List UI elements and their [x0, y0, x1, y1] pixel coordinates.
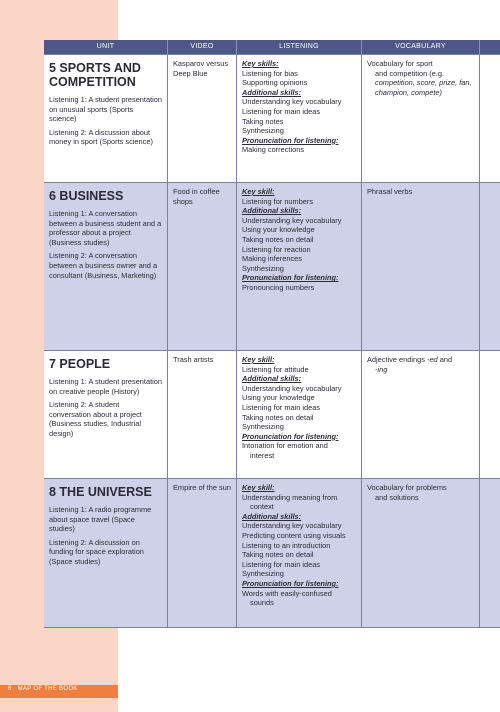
skill-line: Understanding key vocabulary [242, 97, 342, 107]
listening-cell [237, 351, 362, 478]
map-of-book-table [44, 40, 500, 608]
video-title: Empire of the sun [173, 483, 231, 492]
unit-title: 8 THE UNIVERSE [49, 485, 152, 499]
unit-row [44, 182, 500, 350]
listening-cell [237, 55, 362, 182]
video-cell [168, 55, 237, 182]
pronunciation-label: Pronunciation for listening: [242, 578, 339, 588]
unit-row [44, 350, 500, 478]
unit-cell [44, 55, 168, 182]
vocab-examples: competition, score, prize, fan, champion, compete) [375, 78, 472, 97]
pronunciation-label: Pronunciation for listening: [242, 273, 339, 283]
video-title: Food in coffee shops [173, 187, 220, 206]
skill-line: Understanding key vocabulary [242, 383, 342, 393]
vocab-suffix: -ed [426, 355, 438, 364]
vocabulary-cell [362, 55, 480, 182]
additional-skills-label: Additional skills: [242, 87, 302, 97]
skill-line: Listening for attitude [242, 364, 309, 374]
pronunciation-label: Pronunciation for listening: [242, 431, 339, 441]
unit-cell [44, 183, 168, 350]
listening-cell [237, 479, 362, 627]
extra-cell [480, 351, 500, 478]
skill-line: Listening for numbers [242, 196, 314, 206]
footer-label: MAP OF THE BOOK [17, 686, 78, 692]
video-cell [168, 479, 237, 627]
key-skills-label: Key skills: [242, 59, 279, 68]
vocab-line: and solutions [375, 492, 419, 502]
listening-item: Listening 2: A conversation between a business owner and a consultant (Business, Marketing) [49, 251, 158, 280]
skill-line: Supporting opinions [242, 78, 308, 88]
unit-row [44, 54, 500, 182]
unit-cell [44, 479, 168, 627]
vocab-line: Vocabulary for problems [367, 483, 447, 492]
video-title: Kasparov versus Deep Blue [173, 59, 229, 78]
skill-line: Listening to an introduction [242, 540, 331, 550]
skill-line: Pronouncing numbers [242, 282, 315, 292]
key-skills-label: Key skill: [242, 355, 275, 364]
listening-item: Listening 2: A student conversation about a project (Business studies, Industrial design) [49, 400, 142, 438]
additional-skills-label: Additional skills: [242, 511, 302, 521]
skill-line: Synthesizing [242, 569, 284, 579]
skill-line: Intonation for emotion and [242, 441, 328, 451]
listening-item: Listening 1: A conversation between a business student and a professor about a project (Business studies) [49, 209, 162, 247]
additional-skills-label: Additional skills: [242, 206, 302, 216]
extra-cell [480, 183, 500, 350]
page-footer [0, 685, 118, 698]
vocab-line: Phrasal verbs [367, 187, 413, 196]
listening-item: Listening 1: A student presentation on unusual sports (Sports science) [49, 95, 162, 124]
unit-cell [44, 351, 168, 478]
skill-line: Making corrections [242, 145, 305, 155]
pronunciation-label: Pronunciation for listening: [242, 135, 339, 145]
vocabulary-cell [362, 479, 480, 627]
skill-line: context [250, 502, 274, 512]
vocabulary-cell [362, 183, 480, 350]
skill-line: Listening for main ideas [242, 106, 321, 116]
video-title: Trash artists [173, 355, 214, 364]
skill-line: sounds [250, 598, 274, 608]
listening-cell [237, 183, 362, 350]
skill-line: Predicting content using visuals [242, 530, 346, 540]
skill-line: Understanding key vocabulary [242, 521, 342, 531]
vocabulary-cell [362, 351, 480, 478]
skill-line: Listening for reaction [242, 244, 311, 254]
header-unit: UNIT [44, 40, 168, 54]
skill-line: Understanding meaning from [242, 492, 338, 502]
skill-line: Taking notes on detail [242, 550, 314, 560]
skill-line: Listening for bias [242, 68, 298, 78]
key-skills-label: Key skill: [242, 483, 275, 492]
skill-line: Using your knowledge [242, 393, 315, 403]
skill-line: Words with easily-confused [242, 588, 332, 598]
vocab-line: and competition (e.g. [375, 68, 445, 78]
skill-line: interest [250, 450, 275, 460]
listening-item: Listening 1: A radio programme about space travel (Space studies) [49, 505, 152, 534]
skill-line: Taking notes on detail [242, 412, 314, 422]
skill-line: Synthesizing [242, 126, 284, 136]
vocab-line: Vocabulary for sport [367, 59, 433, 68]
additional-skills-label: Additional skills: [242, 374, 302, 384]
vocab-text: and [437, 355, 453, 364]
skill-line: Using your knowledge [242, 225, 315, 235]
video-cell [168, 351, 237, 478]
listening-item: Listening 1: A student presentation on creative people (History) [49, 377, 162, 396]
skill-line: Synthesizing [242, 422, 284, 432]
unit-row [44, 478, 500, 628]
vocab-suffix: -ing [375, 364, 388, 374]
vocab-text: Adjective endings [367, 355, 427, 364]
skill-line: Taking notes [242, 116, 284, 126]
header-listening: LISTENING [237, 40, 362, 54]
skill-line: Listening for main ideas [242, 559, 321, 569]
header-video: VIDEO [168, 40, 237, 54]
skill-line: Listening for main ideas [242, 402, 321, 412]
unit-title: 5 SPORTS AND COMPETITION [49, 61, 141, 89]
skill-line: Taking notes on detail [242, 234, 314, 244]
header-extra [480, 40, 500, 54]
vocab-line [367, 355, 474, 365]
listening-item: Listening 2: A discussion on funding for space exploration (Space studies) [49, 537, 144, 566]
skill-line: Understanding key vocabulary [242, 215, 342, 225]
extra-cell [480, 479, 500, 627]
skill-line: Synthesizing [242, 263, 284, 273]
listening-item: Listening 2: A discussion about money in sport (Sports science) [49, 127, 153, 147]
unit-title: 7 PEOPLE [49, 357, 111, 371]
page-number: 6 [8, 686, 12, 692]
video-cell [168, 183, 237, 350]
footer-text [8, 686, 78, 692]
key-skills-label: Key skill: [242, 187, 275, 196]
unit-title: 6 BUSINESS [49, 189, 124, 203]
skill-line: Making inferences [242, 254, 302, 264]
extra-cell [480, 55, 500, 182]
header-vocabulary: VOCABULARY [362, 40, 480, 54]
